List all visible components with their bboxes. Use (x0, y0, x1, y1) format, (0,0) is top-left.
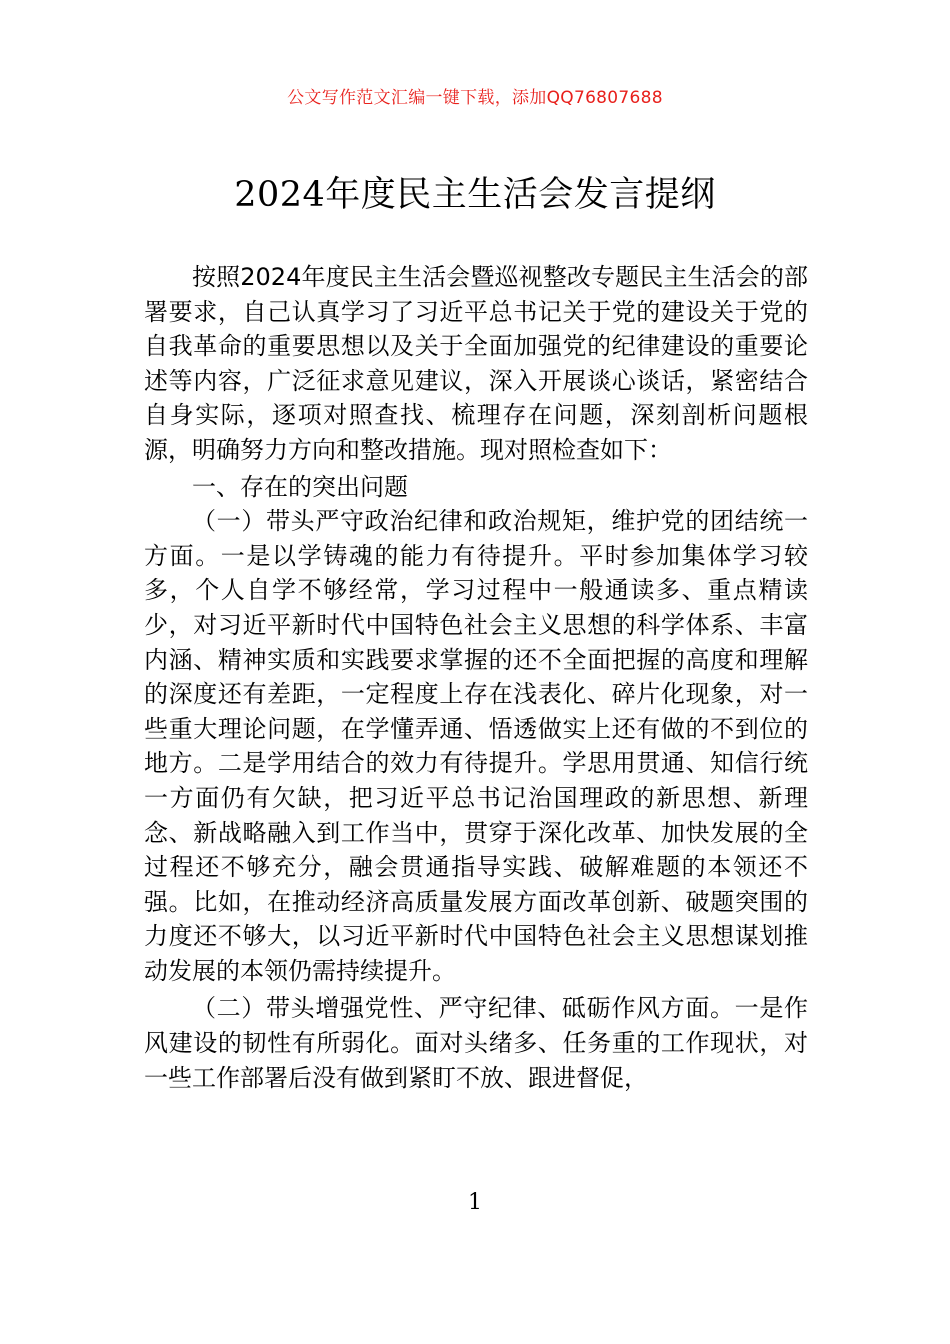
body-paragraph: （一）带头严守政治纪律和政治规矩，维护党的团结统一方面。一是以学铸魂的能力有待提升。平时参加集体学习较多，个人自学不够经常，学习过程中一般通读多、重点精读少，对习近平新时代中国特色社会主义思想的科学体系、丰富内涵、精神实质和实践要求掌握的还不全面把握的高度和理解的深度还有差距，一定程度上存在浅表化、碎片化现象，对一些重大理论问题，在学懂弄通、悟透做实上还有做的不到位的地方。二是学用结合的效力有待提升。学思用贯通、知信行统一方面仍有欠缺，把习近平总书记治国理政的新思想、新理念、新战略融入到工作当中，贯穿于深化改革、加快发展的全过程还不够充分，融会贯通指导实践、破解难题的本领还不强。比如，在推动经济高质量发展方面改革创新、破题突围的力度还不够大，以习近平新时代中国特色社会主义思想谋划推动发展的本领仍需持续提升。 (144, 507, 808, 985)
page-number: 1 (468, 1190, 482, 1215)
header-note: 公文写作范文汇编一键下载，添加QQ76807688 (287, 88, 663, 108)
body-paragraph: （二）带头增强党性、严守纪律、砥砺作风方面。一是作风建设的韧性有所弱化。面对头绪多、任务重的工作现状，对一些工作部署后没有做到紧盯不放、跟进督促， (144, 994, 808, 1092)
document-body (144, 260, 808, 1095)
document-title: 2024年度民主生活会发言提纲 (234, 175, 716, 215)
intro-paragraph: 按照2024年度民主生活会暨巡视整改专题民主生活会的部署要求，自己认真学习了习近平总书记关于党的建设关于党的自我革命的重要思想以及关于全面加强党的纪律建设的重要论述等内容，广泛征求意见建议，深入开展谈心谈话，紧密结合自身实际，逐项对照查找、梳理存在问题，深刻剖析问题根源，明确努力方向和整改措施。现对照检查如下： (144, 263, 808, 464)
section-heading: 一、存在的突出问题 (192, 472, 408, 501)
